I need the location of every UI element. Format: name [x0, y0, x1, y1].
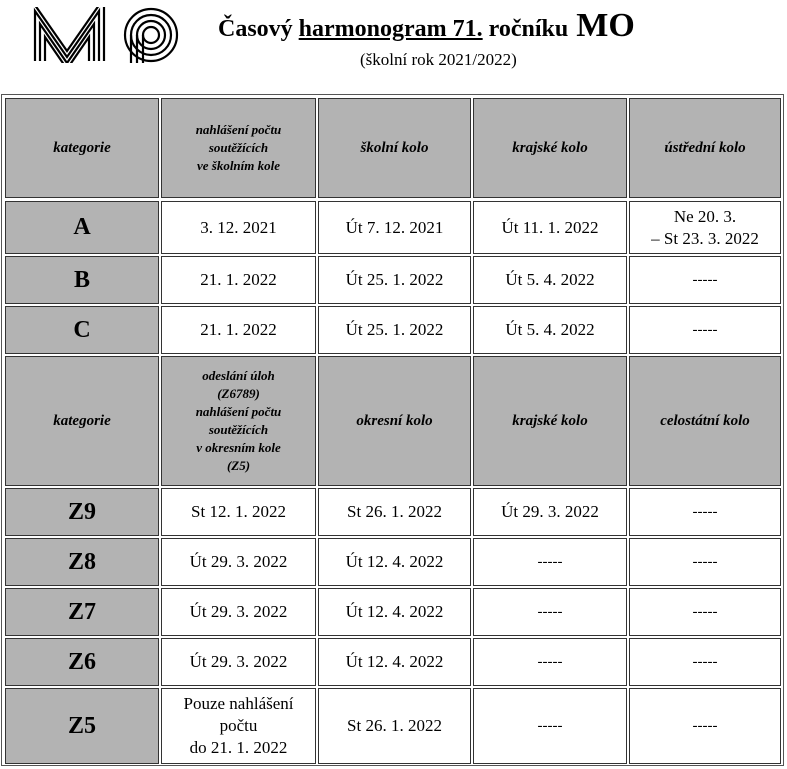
okresni-kolo-cell: Út 12. 4. 2022: [318, 538, 471, 586]
krajske-kolo-cell: -----: [473, 538, 627, 586]
okresni-kolo-cell: Út 12. 4. 2022: [318, 638, 471, 686]
celostatni-kolo-cell: -----: [629, 688, 781, 764]
krajske-kolo-cell: Út 5. 4. 2022: [473, 306, 627, 354]
header-kategorie: kategorie: [5, 98, 159, 198]
ustredni-kolo-cell: Ne 20. 3. – St 23. 3. 2022: [629, 201, 781, 254]
skolni-kolo-cell: Út 25. 1. 2022: [318, 256, 471, 304]
nahlaseni-cell: Út 29. 3. 2022: [161, 638, 316, 686]
nahlaseni-cell: 21. 1. 2022: [161, 306, 316, 354]
celostatni-kolo-cell: -----: [629, 588, 781, 636]
nahlaseni-cell: Út 29. 3. 2022: [161, 588, 316, 636]
krajske-kolo-cell: Út 29. 3. 2022: [473, 488, 627, 536]
header-odeslani-uloh: odeslání úloh (Z6789) nahlášení počtu soutěžících v okresním kole (Z5): [161, 356, 316, 486]
category-cell: B: [5, 256, 159, 304]
category-cell: A: [5, 201, 159, 254]
nahlaseni-cell: Út 29. 3. 2022: [161, 538, 316, 586]
category-cell: Z7: [5, 588, 159, 636]
category-cell: C: [5, 306, 159, 354]
nahlaseni-cell: 21. 1. 2022: [161, 256, 316, 304]
okresni-kolo-cell: St 26. 1. 2022: [318, 488, 471, 536]
header-krajske-kolo: krajské kolo: [473, 98, 627, 198]
skolni-kolo-cell: Út 7. 12. 2021: [318, 201, 471, 254]
okresni-kolo-cell: Út 12. 4. 2022: [318, 588, 471, 636]
header-kategorie-2: kategorie: [5, 356, 159, 486]
krajske-kolo-cell: Út 5. 4. 2022: [473, 256, 627, 304]
krajske-kolo-cell: -----: [473, 588, 627, 636]
header-ustredni-kolo: ústřední kolo: [629, 98, 781, 198]
schedule-table: [1, 94, 784, 766]
header-krajske-kolo-2: krajské kolo: [473, 356, 627, 486]
krajske-kolo-cell: -----: [473, 688, 627, 764]
celostatni-kolo-cell: -----: [629, 488, 781, 536]
ustredni-kolo-cell: -----: [629, 256, 781, 304]
mo-logo: [33, 7, 183, 63]
nahlaseni-cell: 3. 12. 2021: [161, 201, 316, 254]
page-subtitle: (školní rok 2021/2022): [360, 50, 517, 69]
category-cell: Z5: [5, 688, 159, 764]
header-celostatni-kolo: celostátní kolo: [629, 356, 781, 486]
nahlaseni-cell: St 12. 1. 2022: [161, 488, 316, 536]
krajske-kolo-cell: Út 11. 1. 2022: [473, 201, 627, 254]
skolni-kolo-cell: Út 25. 1. 2022: [318, 306, 471, 354]
category-cell: Z8: [5, 538, 159, 586]
header-okresni-kolo: okresní kolo: [318, 356, 471, 486]
header-skolni-kolo: školní kolo: [318, 98, 471, 198]
nahlaseni-cell: Pouze nahlášení počtu do 21. 1. 2022: [161, 688, 316, 764]
celostatni-kolo-cell: -----: [629, 538, 781, 586]
ustredni-kolo-cell: -----: [629, 306, 781, 354]
category-cell: Z6: [5, 638, 159, 686]
page-title: Časový harmonogram 71. ročníku MO: [218, 7, 635, 44]
krajske-kolo-cell: -----: [473, 638, 627, 686]
header-nahlaseni: nahlášení počtu soutěžících ve školním kole: [161, 98, 316, 198]
category-cell: Z9: [5, 488, 159, 536]
okresni-kolo-cell: St 26. 1. 2022: [318, 688, 471, 764]
celostatni-kolo-cell: -----: [629, 638, 781, 686]
